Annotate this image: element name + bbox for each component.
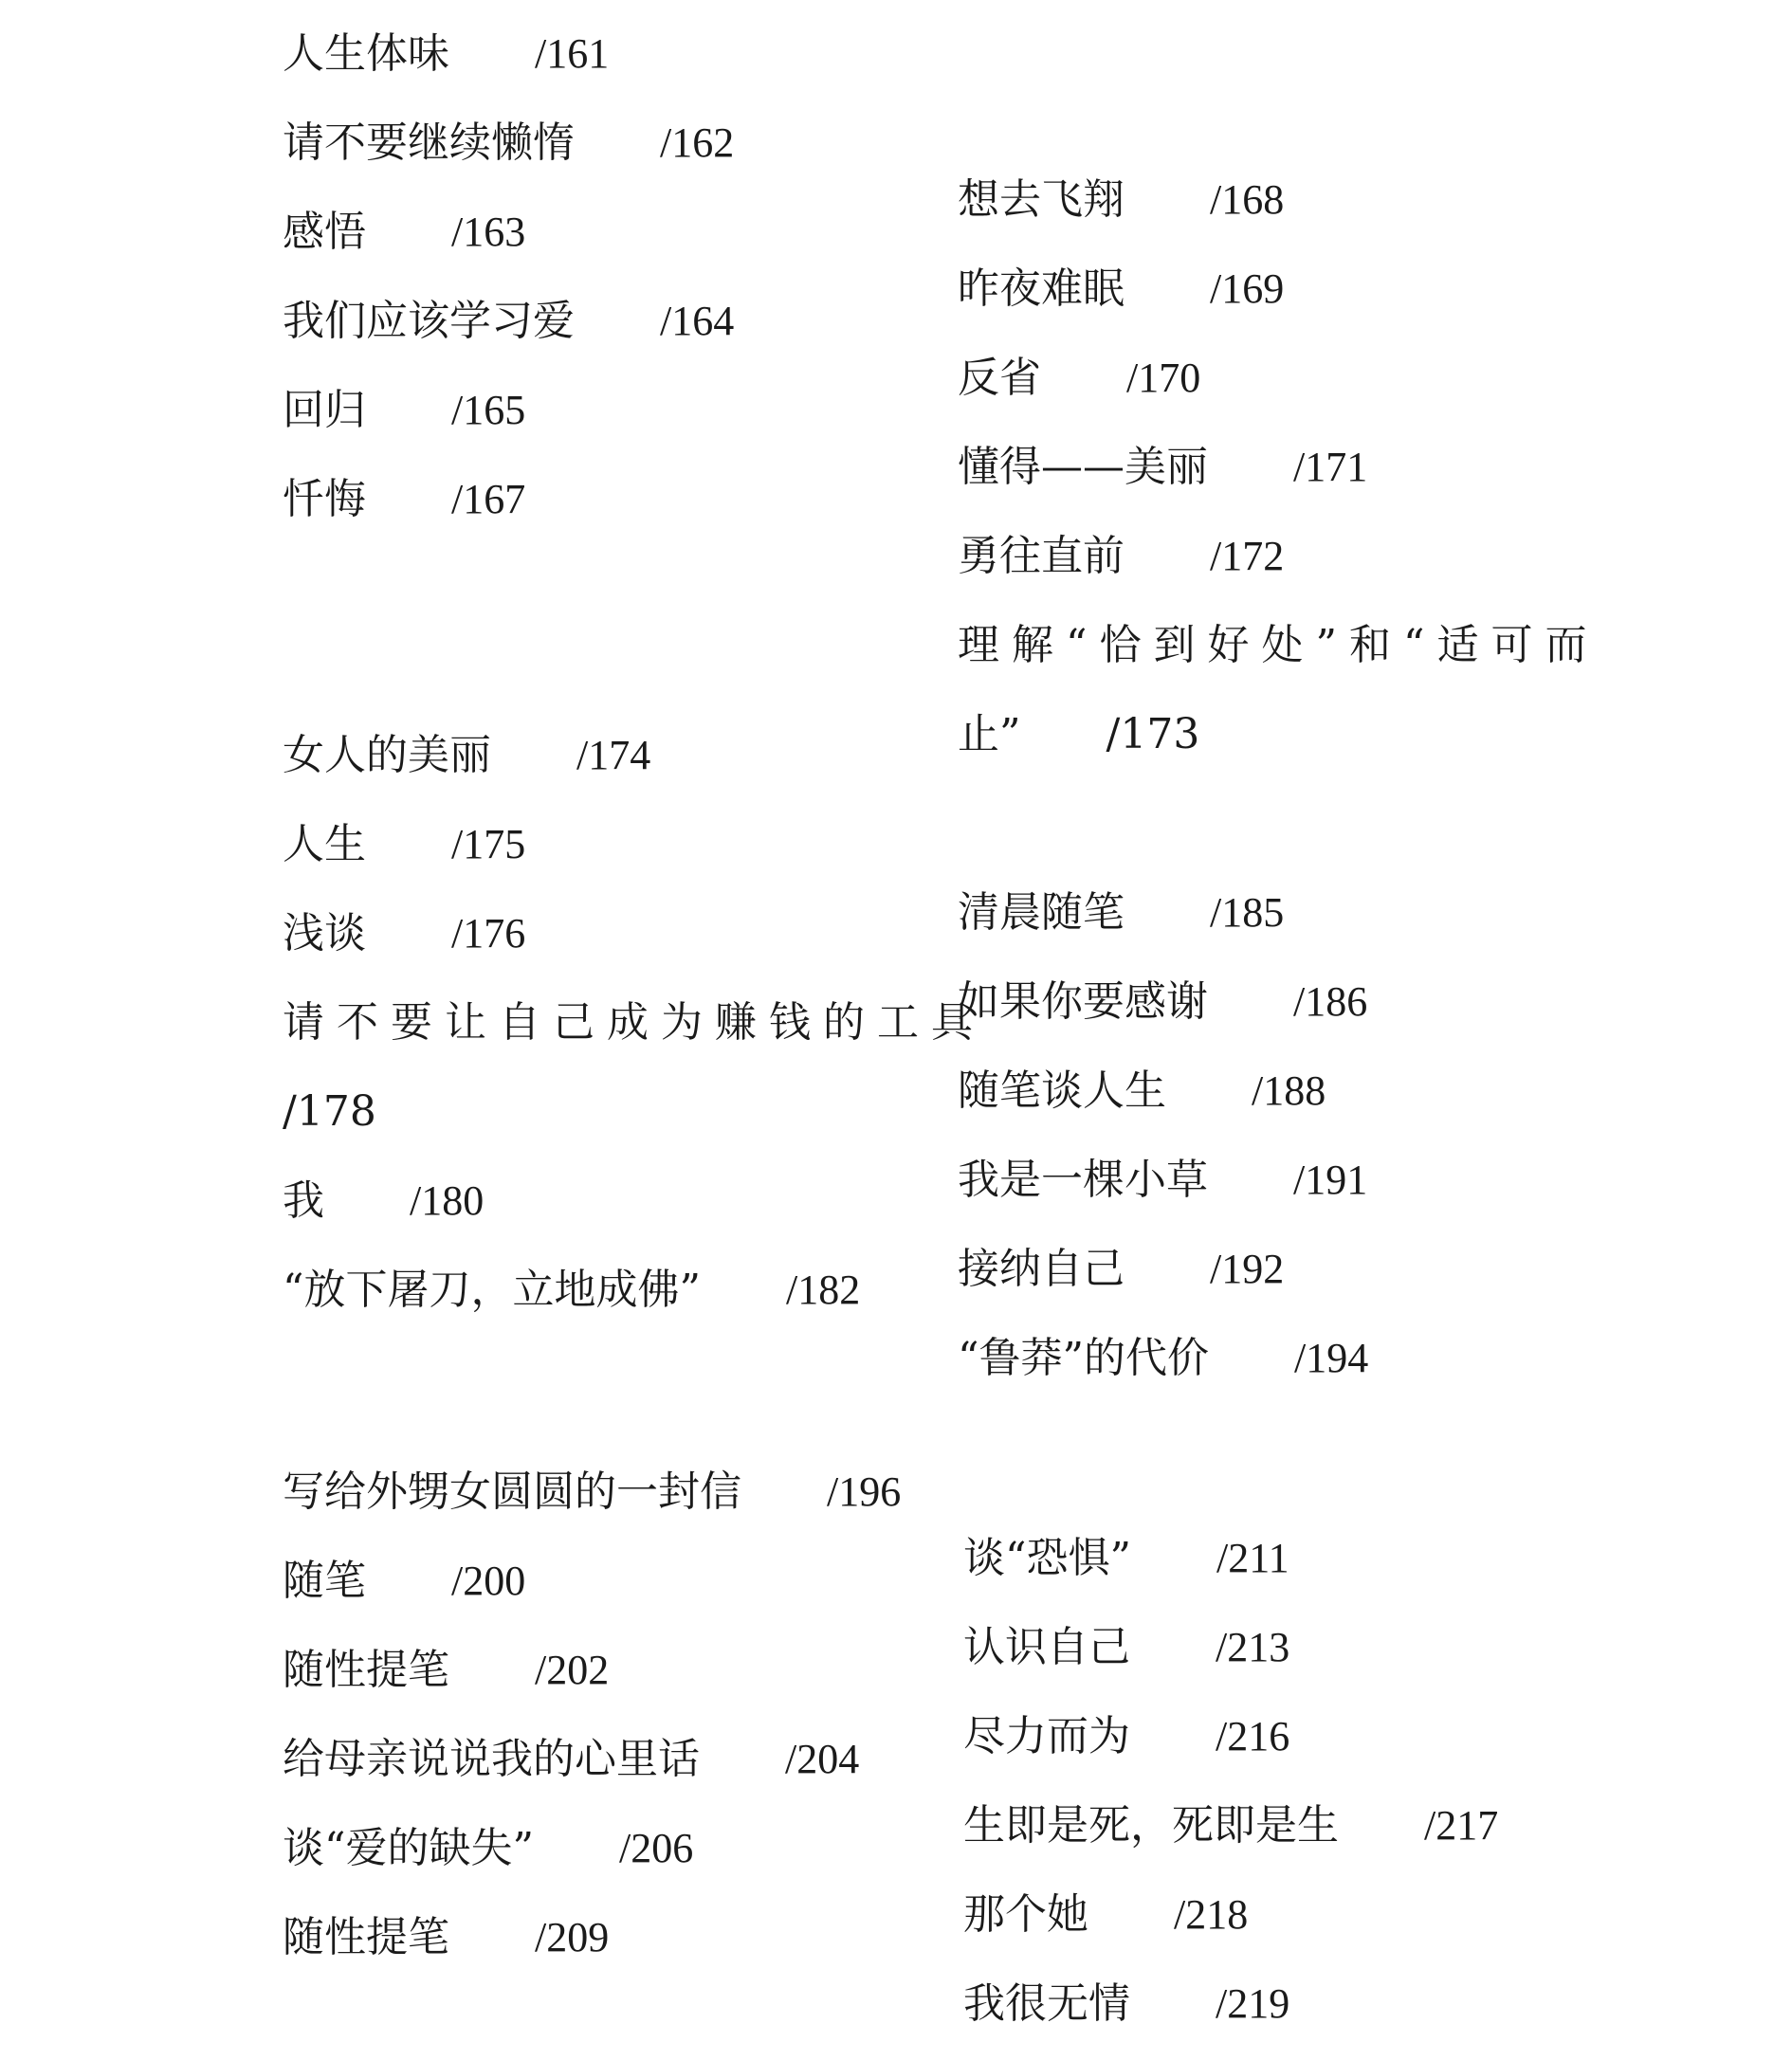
entry-page-number: /217: [1424, 1802, 1499, 1849]
toc-left-group-3: [283, 1448, 901, 1982]
toc-left-group-2: [283, 711, 985, 1335]
toc-entry[interactable]: [958, 868, 1368, 957]
entry-title: 感悟: [283, 208, 366, 256]
entry-title: 随笔谈人生: [958, 1066, 1166, 1115]
entry-page-number: /171: [1293, 444, 1368, 490]
entry-title: 清晨随笔: [958, 888, 1125, 937]
toc-entry-wrapped[interactable]: [283, 978, 985, 1157]
entry-title: 我: [283, 1176, 324, 1225]
entry-title: “放下屠刀，立地成佛”: [283, 1266, 701, 1314]
entry-page-number: /162: [660, 119, 735, 166]
entry-title: 生即是死，死即是生: [963, 1801, 1339, 1850]
entry-page-number: /191: [1293, 1157, 1368, 1203]
toc-entry[interactable]: [283, 1626, 901, 1715]
entry-page-number: /178: [283, 1087, 376, 1136]
entry-page-number: /209: [535, 1914, 610, 1960]
entry-title: 随笔: [283, 1557, 366, 1605]
entry-page-number: /180: [410, 1177, 485, 1224]
entry-page-number: /182: [786, 1267, 861, 1313]
entry-page-number: /176: [451, 910, 526, 957]
entry-title: 止”: [958, 710, 1021, 758]
entry-title: “鲁莽”的代价: [958, 1334, 1209, 1382]
toc-entry[interactable]: [963, 1692, 1498, 1781]
toc-entry[interactable]: [963, 1781, 1498, 1870]
entry-title: 请不要继续懒惰: [283, 118, 575, 167]
toc-entry[interactable]: [958, 1225, 1368, 1314]
entry-title: 如果你要感谢: [958, 977, 1208, 1026]
entry-title: 写给外甥女圆圆的一封信: [283, 1468, 741, 1516]
entry-page-number: /211: [1216, 1535, 1289, 1581]
toc-entry[interactable]: [958, 1136, 1368, 1225]
entry-title: 请不要让自己成为赚钱的工具: [283, 998, 985, 1047]
entry-title: 昨夜难眠: [958, 264, 1125, 313]
entry-page-number: /169: [1210, 265, 1285, 312]
toc-entry[interactable]: [283, 1893, 901, 1982]
entry-title: 那个她: [963, 1890, 1088, 1939]
toc-entry[interactable]: [283, 711, 985, 800]
entry-title-line-1: 理解“恰到好处”和“适可而: [958, 621, 1600, 669]
toc-entry[interactable]: [958, 1314, 1368, 1403]
toc-entry[interactable]: [283, 188, 734, 277]
toc-entry[interactable]: [283, 1157, 985, 1246]
toc-entry[interactable]: [963, 1870, 1498, 1960]
toc-entry[interactable]: [283, 366, 734, 455]
entry-title: 随性提笔: [283, 1646, 449, 1694]
entry-page-number: /170: [1126, 355, 1201, 401]
toc-entry[interactable]: [283, 455, 734, 544]
entry-title: 人生体味: [283, 29, 449, 78]
toc-entry[interactable]: [958, 245, 1599, 334]
toc-entry[interactable]: [958, 334, 1599, 423]
entry-title: 浅谈: [283, 909, 366, 957]
toc-entry[interactable]: [958, 423, 1599, 512]
entry-page-number: /174: [576, 732, 651, 778]
entry-title: 给母亲说说我的心里话: [283, 1735, 700, 1783]
toc-entry[interactable]: [283, 1246, 985, 1335]
toc-right-group-1: [958, 155, 1599, 779]
entry-title: 我很无情: [963, 1979, 1130, 2028]
entry-page-number: /186: [1293, 978, 1368, 1025]
entry-title: 我们应该学习爱: [283, 297, 575, 345]
toc-entry[interactable]: [283, 889, 985, 978]
toc-entry-wrapped[interactable]: [958, 601, 1599, 779]
toc-entry[interactable]: [283, 99, 734, 188]
entry-page-number: /213: [1216, 1624, 1290, 1670]
toc-right-group-3: [963, 1514, 1498, 2049]
toc-right-group-2: [958, 868, 1368, 1403]
entry-title: 勇往直前: [958, 532, 1125, 580]
entry-title: 随性提笔: [283, 1913, 449, 1961]
toc-entry[interactable]: [283, 9, 734, 99]
toc-entry[interactable]: [283, 1804, 901, 1893]
entry-page-number: /164: [660, 298, 735, 344]
toc-entry[interactable]: [283, 1537, 901, 1626]
entry-title: 反省: [958, 354, 1041, 402]
entry-title: 认识自己: [963, 1623, 1130, 1671]
entry-title: 想去飞翔: [958, 175, 1125, 224]
entry-title: 懂得——美丽: [958, 443, 1208, 491]
entry-page-number: /161: [535, 30, 610, 77]
entry-page-number: /216: [1216, 1713, 1290, 1759]
entry-page-number: /167: [451, 476, 526, 522]
toc-left-group-1: [283, 9, 734, 544]
entry-page-number: /218: [1174, 1891, 1249, 1938]
entry-page-number: /172: [1210, 533, 1285, 579]
entry-title: 忏悔: [283, 475, 366, 523]
entry-page-number: /185: [1210, 889, 1285, 936]
toc-entry[interactable]: [958, 957, 1368, 1047]
entry-page-number: /219: [1216, 1980, 1290, 2027]
entry-page-number: /165: [451, 387, 526, 433]
entry-page-number: /175: [451, 821, 526, 867]
toc-entry[interactable]: [283, 277, 734, 366]
entry-title: 我是一棵小草: [958, 1156, 1208, 1204]
entry-page-number: /206: [619, 1825, 694, 1871]
entry-page-number: /200: [451, 1558, 526, 1604]
entry-page-number: /202: [535, 1647, 610, 1693]
entry-title-line-2: [958, 690, 1599, 779]
toc-entry[interactable]: [963, 1514, 1498, 1603]
toc-entry[interactable]: [283, 1715, 901, 1804]
toc-entry[interactable]: [958, 1047, 1368, 1136]
entry-title: 谈“恐惧”: [963, 1534, 1131, 1582]
entry-title: 尽力而为: [963, 1712, 1130, 1760]
entry-page-number: /163: [451, 209, 526, 255]
entry-title: 女人的美丽: [283, 731, 491, 779]
entry-page-number: /194: [1294, 1335, 1369, 1381]
entry-page-number: /188: [1252, 1067, 1326, 1114]
entry-page-number: /173: [1106, 710, 1200, 758]
entry-page-number: /204: [785, 1736, 860, 1782]
entry-page-number: /196: [827, 1468, 902, 1515]
entry-title: 回归: [283, 386, 366, 434]
entry-title: 谈“爱的缺失”: [283, 1824, 534, 1872]
toc-entry[interactable]: [283, 1448, 901, 1537]
entry-page-number: /192: [1210, 1246, 1285, 1292]
toc-entry[interactable]: [283, 800, 985, 889]
toc-entry[interactable]: [958, 512, 1599, 601]
entry-page-number: /168: [1210, 176, 1285, 223]
toc-entry[interactable]: [958, 155, 1599, 245]
toc-entry[interactable]: [963, 1960, 1498, 2049]
entry-title: 人生: [283, 820, 366, 868]
entry-title: 接纳自己: [958, 1245, 1125, 1293]
toc-entry[interactable]: [963, 1603, 1498, 1692]
